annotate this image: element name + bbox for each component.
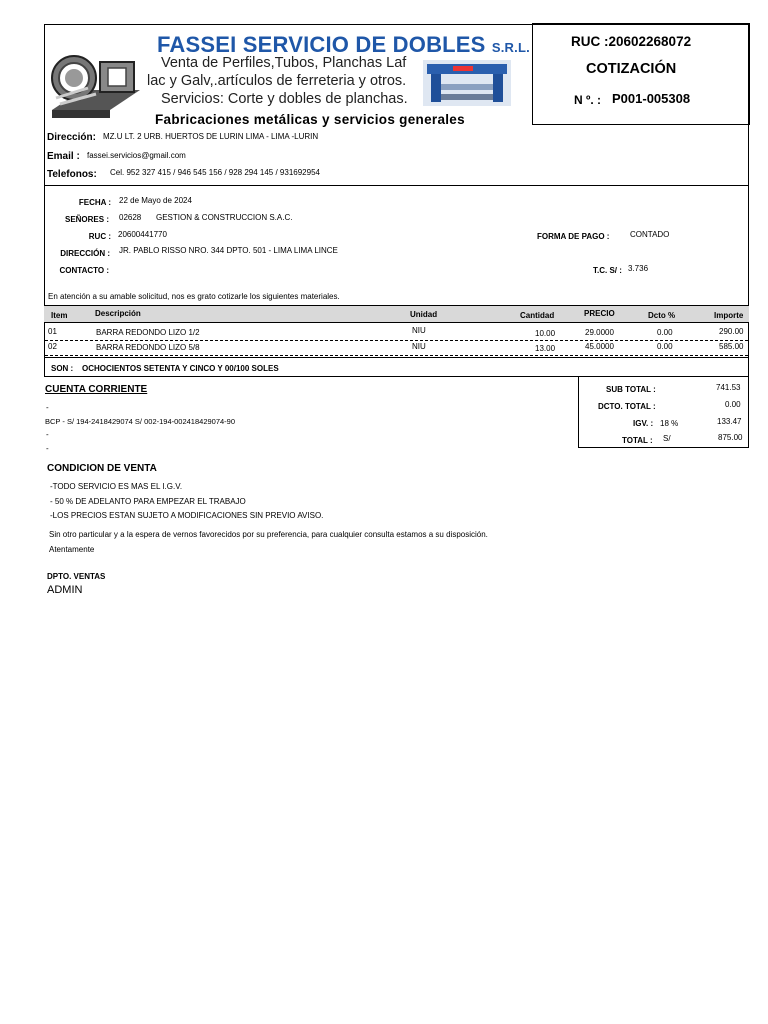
tc-value: 3.736 (628, 264, 649, 273)
condicion-title: CONDICION DE VENTA (47, 463, 157, 474)
col-item: Item (51, 311, 68, 320)
row2-desc: BARRA REDONDO LIZO 5/8 (96, 343, 200, 352)
condicion-line-1: -TODO SERVICIO ES MAS EL I.G.V. (50, 482, 183, 491)
client-name: GESTION & CONSTRUCCION S.A.C. (156, 213, 293, 222)
email-label: Email : (47, 151, 80, 162)
igv-value: 133.47 (717, 417, 742, 426)
row2-item: 02 (48, 342, 57, 351)
banner-text: Fabricaciones metálicas y servicios generales (155, 112, 465, 127)
igv-rate: 18 % (660, 419, 679, 428)
cuenta-bank-accounts: BCP - S/ 194-2418429074 S/ 002-194-002418429074-90 (45, 417, 236, 426)
senores-label: SEÑORES : (64, 215, 109, 224)
cuenta-line-3: - (46, 430, 49, 439)
row2-dcto: 0.00 (657, 342, 673, 351)
row2-qty: 13.00 (535, 344, 556, 353)
condicion-line-3: -LOS PRECIOS ESTAN SUJETO A MODIFICACIONES SIN PREVIO AVISO. (50, 511, 324, 520)
client-ruc-label: RUC : (88, 232, 111, 241)
tagline-1: Venta de Perfiles,Tubos, Planchas Laf (161, 55, 407, 71)
igv-label: IGV. : (633, 419, 654, 428)
row1-dcto: 0.00 (657, 328, 673, 337)
row1-importe: 290.00 (719, 327, 744, 336)
son-amount-words: OCHOCIENTOS SETENTA Y CINCO Y 00/100 SOLES (82, 364, 279, 373)
document-number: P001-005308 (612, 91, 691, 106)
cuenta-line-4: - (46, 444, 49, 453)
email-value[interactable]: fassei.servicios@gmail.com (87, 151, 186, 160)
address-value: MZ.U LT. 2 URB. HUERTOS DE LURIN LIMA - LIMA -LURIN (103, 132, 319, 141)
tagline-2: lac y Galv,.artículos de ferreteria y otros. (147, 73, 407, 89)
phones-value: Cel. 952 327 415 / 946 545 156 / 928 294 145 / 931692954 (110, 168, 320, 177)
row1-item: 01 (48, 327, 57, 336)
tc-label: T.C. S/ : (593, 266, 622, 275)
row2-price: 45.0000 (585, 342, 614, 351)
col-cantidad: Cantidad (520, 311, 555, 320)
subtotal-label: SUB TOTAL : (606, 385, 656, 394)
client-ruc: 20600441770 (118, 230, 167, 239)
document-number-label: N º. : (574, 93, 602, 107)
row1-qty: 10.00 (535, 329, 556, 338)
row2-importe: 585.00 (719, 342, 744, 351)
forma-pago-label: FORMA DE PAGO : (537, 232, 610, 241)
fecha-value: 22 de Mayo de 2024 (119, 196, 192, 205)
total-currency: S/ (663, 434, 671, 443)
closing-text: Sin otro particular y a la espera de vernos favorecidos por su preferencia, para cualquier consulta estamos a su disposición. (49, 530, 488, 539)
signer-name: ADMIN (47, 584, 83, 596)
son-label: SON : (51, 364, 74, 373)
row2-unit: NIU (412, 342, 426, 351)
col-importe: Importe (714, 311, 744, 320)
contacto-label: CONTACTO : (59, 266, 109, 275)
subtotal-value: 741.53 (716, 383, 741, 392)
client-code: 02628 (119, 213, 142, 222)
address-label: Dirección: (47, 132, 96, 143)
col-dcto: Dcto % (648, 311, 676, 320)
total-label: TOTAL : (622, 436, 653, 445)
total-value: 875.00 (718, 433, 743, 442)
atentamente-text: Atentamente (49, 545, 95, 554)
intro-text: En atención a su amable solicitud, nos es grato cotizarle los siguientes materiales. (48, 292, 340, 301)
dcto-total-label: DCTO. TOTAL : (598, 402, 656, 411)
items-table-header (44, 305, 749, 323)
document-type: COTIZACIÓN (586, 61, 677, 77)
son-divider (44, 357, 749, 358)
client-direccion: JR. PABLO RISSO NRO. 344 DPTO. 501 - LIMA LIMA LINCE (119, 246, 338, 255)
row1-price: 29.0000 (585, 328, 614, 337)
department-label: DPTO. VENTAS (47, 572, 106, 581)
phones-label: Telefonos: (47, 169, 97, 180)
row1-unit: NIU (412, 326, 426, 335)
col-unidad: Unidad (410, 310, 438, 319)
company-suffix: S.R.L. (491, 40, 530, 55)
condicion-line-2: - 50 % DE ADELANTO PARA EMPEZAR EL TRABAJO (50, 497, 246, 506)
cuenta-title: CUENTA CORRIENTE (45, 384, 148, 395)
row-divider-1 (45, 340, 748, 341)
company-name-text: FASSEI SERVICIO DE DOBLES (157, 32, 486, 57)
steel-profiles-logo (48, 48, 146, 122)
direccion-label: DIRECCIÓN : (60, 249, 110, 258)
row-divider-2 (45, 355, 748, 356)
row1-desc: BARRA REDONDO LIZO 1/2 (96, 328, 200, 337)
forma-pago-value: CONTADO (630, 230, 670, 239)
tagline-3: Servicios: Corte y dobles de planchas. (161, 91, 408, 107)
issuer-ruc: RUC :20602268072 (571, 34, 692, 49)
dcto-total-value: 0.00 (725, 400, 741, 409)
fecha-label: FECHA : (78, 198, 111, 207)
press-brake-machine-image (423, 60, 511, 106)
col-precio: PRECIO (584, 309, 615, 318)
cuenta-line-1: - (46, 403, 49, 412)
col-descripcion: Descripción (95, 309, 141, 318)
